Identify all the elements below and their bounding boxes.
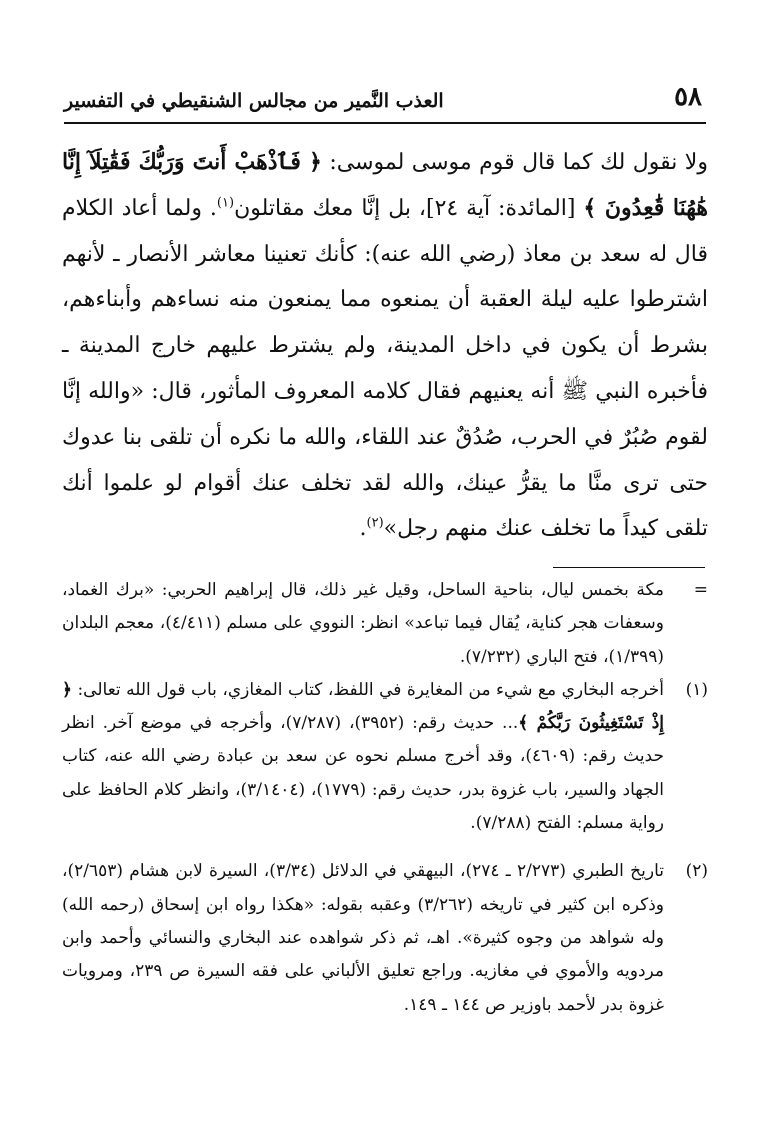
main-text-part: . xyxy=(359,516,367,542)
main-text xyxy=(62,140,708,552)
footnote-separator xyxy=(553,567,705,568)
footnote-2-mark: (٢) xyxy=(685,861,708,882)
footnote-reference[interactable]: (١) xyxy=(216,195,235,211)
page-number: ٥٨ xyxy=(674,82,702,112)
main-text-part: . ولما أعاد الكلام قال له سعد بن معاذ (رضي الله عنه): كأنك تعنينا معاشر الأنصار ـ لأنهم اشترطوا عليه ليلة العقبة أن يمنعوه مما يمنعون منه نساءهم وأبناءهم، بشرط أن يكون في داخل المدينة، ولم يشترط عليهم خارج المدينة ـ فأخبره النبي ﷺ أنه يعنيهم فقال كلامه المعروف المأثور، قال: «والله إنَّا لقوم صُبُرٌ في الحرب، صُدُقٌ عند اللقاء، والله ما نكره أن تلقى بنا عدوك حتى ترى منَّا ما يقرُّ عينك، والله لقد تخلف عنك أقوام لو علموا أنك تلقى كيداً ما تخلف عنك منهم رجل» xyxy=(62,195,708,542)
quran-verse: ﴿ إِذْ تَسْتَغِيثُونَ رَبَّكُمْ ﴾ xyxy=(62,679,664,734)
footnote-1-mark: (١) xyxy=(685,679,708,700)
footnote-text: أخرجه البخاري مع شيء من المغايرة في اللفظ، كتاب المغازي، باب قول الله تعالى: xyxy=(71,679,664,700)
footnote-continuation-mark: = xyxy=(693,580,708,600)
running-title: العذب النَّمير من مجالس الشنقيطي في التفسير xyxy=(64,90,444,112)
footnote-text: ... حديث رقم: (٣٩٥٢)، (٧/٢٨٧)، وأخرجه في موضع آخر. انظر حديث رقم: (٤٦٠٩)، وقد أخرج مسلم نحوه عن سعد بن عبادة رضي الله عنه، كتاب الجهاد والسير، باب غزوة بدر، حديث رقم: (١٧٧٩)، (٣/١٤٠٤)، وانظر كلام الحافظ على رواية مسلم: الفتح (٧/٢٨٨). xyxy=(62,713,664,834)
main-text-part: ولا نقول لك كما قال قوم موسى لموسى: xyxy=(321,150,708,175)
footnote-2 xyxy=(62,855,708,1021)
footnote-text: تاريخ الطبري (٢/٢٧٣ ـ ٢٧٤)، البيهقي في الدلائل (٣/٣٤)، السيرة لابن هشام (٢/٦٥٣)، وذكره ابن كثير في تاريخه (٣/٢٦٢) وعقبه بقوله: «هكذا رواه ابن إسحاق (رحمه الله) وله شواهد من وجوه كثيرة». اهـ، ثم ذكر شواهده عند البخاري والنسائي وأحمد وابن مردويه والأموي في مغازيه. وراجع تعليق الألباني على فقه السيرة ص ٢٣٩، ومرويات غزوة بدر لأحمد باوزير ص ١٤٤ ـ ١٤٩. xyxy=(62,861,664,1015)
footnote-continuation xyxy=(62,574,708,674)
main-paragraph xyxy=(62,140,708,552)
footnotes xyxy=(62,574,708,1022)
quran-verse: ﴿ فَٱذْهَبْ أَنتَ وَرَبُّكَ فَقَٰتِلَآ إِنَّا هَٰهُنَا قَٰعِدُونَ ﴾ xyxy=(62,149,708,221)
main-text-part: [المائدة: آية ٢٤]، بل إنَّا معك مقاتلون xyxy=(234,195,584,221)
page-header xyxy=(64,82,706,124)
footnote-text: مكة بخمس ليال، بناحية الساحل، وقيل غير ذلك، قال إبراهيم الحربي: «برك الغماد، وسعفات هجر كناية، يُقال فيما تباعد» انظر: النووي على مسلم (٤/٤١١)، معجم البلدان (١/٣٩٩)، فتح الباري (٧/٢٣٢). xyxy=(62,580,664,667)
footnote-1 xyxy=(62,674,708,840)
footnote-reference[interactable]: (٢) xyxy=(366,516,384,532)
